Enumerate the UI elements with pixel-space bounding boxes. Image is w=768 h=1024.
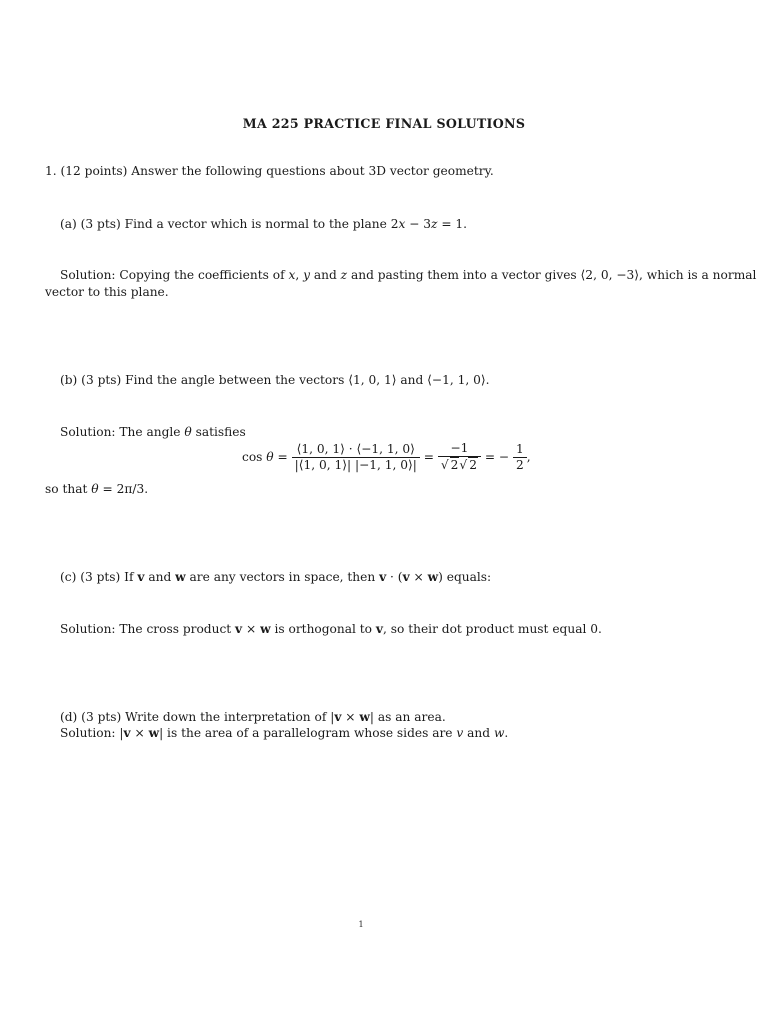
page-number: 1	[358, 920, 364, 929]
angle-equation: cos θ = $\frac{⟨1, 0, 1⟩ \cdot ⟨-1, 1, 0⟩}{|⟨1, 0, 1⟩| |-1, 1, 0⟩|}$ = $\frac{-1}{√ 2√ 2}$ = − $\frac{1}{2}$ ,	[242, 441, 531, 472]
solution-1d: Solution: |v × w| is the area of a parallelogram whose sides are v and w.	[60, 726, 509, 740]
question-1a: (a) (3 pts) Find a vector which is normal to the plane 2x − 3z = 1.	[60, 217, 468, 231]
fraction-one-half: $\frac{1}{2}$	[513, 442, 527, 473]
solution-1b-conclusion: so that θ = 2π/3.	[45, 482, 149, 496]
page-title: MA 225 PRACTICE FINAL SOLUTIONS	[242, 116, 526, 131]
fraction-minus-one-over-root: $\frac{-1}{√ 2√ 2}$	[438, 441, 481, 473]
solution-1b-intro: Solution: The angle θ satisfies	[60, 425, 246, 439]
question-1-header: 1. (12 points) Answer the following questions about 3D vector geometry.	[45, 164, 494, 178]
solution-1a-line2: vector to this plane.	[45, 285, 169, 299]
solution-1a-line1: Solution: Copying the coefficients of x, y and z and pasting them into a vector gives ⟨2, 0, −3⟩, which is a normal	[60, 268, 757, 282]
question-1b: (b) (3 pts) Find the angle between the vectors ⟨1, 0, 1⟩ and ⟨−1, 1, 0⟩.	[60, 373, 490, 387]
question-1d: (d) (3 pts) Write down the interpretation of |v × w| as an area.	[60, 710, 446, 724]
solution-1c: Solution: The cross product v × w is orthogonal to v, so their dot product must equal 0.	[60, 622, 602, 636]
fraction-dot-over-norms: $\frac{⟨1, 0, 1⟩ \cdot ⟨-1, 1, 0⟩}{|⟨1, 0, 1⟩| |-1, 1, 0⟩|}$	[292, 442, 420, 473]
question-1c: (c) (3 pts) If v and w are any vectors in space, then v · (v × w) equals:	[60, 570, 492, 584]
